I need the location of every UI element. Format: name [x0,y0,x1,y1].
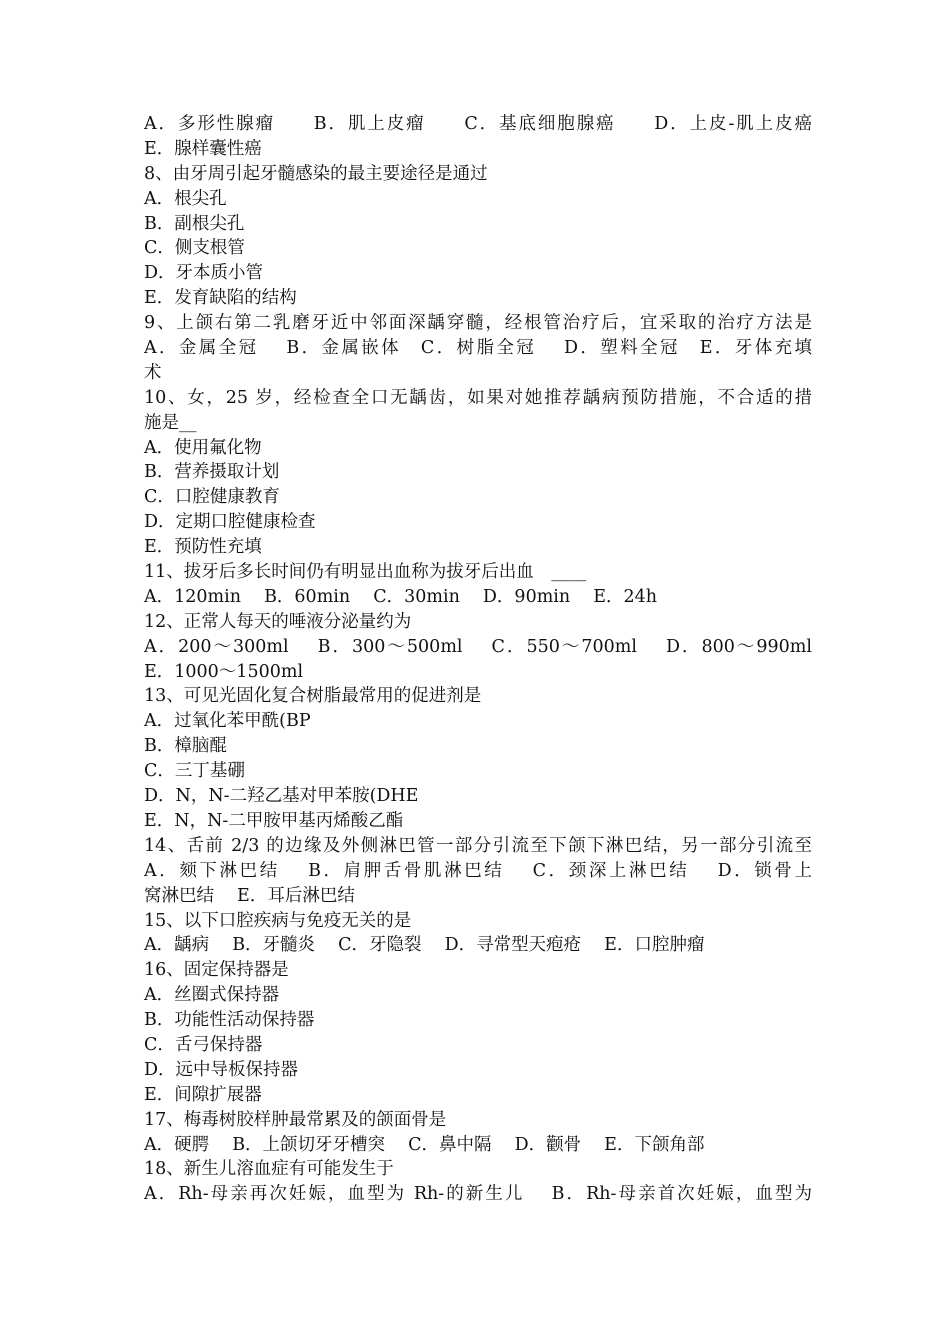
option-line: E．N，N-二甲胺甲基丙烯酸乙酯 [144,810,404,831]
option-line: E．发育缺陷的结构 [144,288,297,309]
document-body [144,112,812,1207]
option-line: D．远中导板保持器 [144,1059,299,1080]
option-line: A．Rh-母亲再次妊娠，血型为 Rh-的新生儿 B．Rh-母亲首次妊娠，血型为 [144,1184,812,1205]
option-line: B．樟脑醌 [144,736,227,757]
option-line: D．N，N-二羟乙基对甲苯胺(DHE [144,786,419,807]
option-line: A．金属全冠 B．金属嵌体 C．树脂全冠 D．塑料全冠 E．牙体充填 [144,338,812,359]
option-line: C．口腔健康教育 [144,487,280,508]
option-line: B．副根尖孔 [144,213,245,234]
option-line: B．功能性活动保持器 [144,1010,315,1031]
text-line: A．多形性腺瘤 B．肌上皮瘤 C．基底细胞腺癌 D．上皮-肌上皮癌 [144,114,812,134]
question-line: 17、梅毒树胶样肿最常累及的颌面骨是 [144,1109,447,1130]
option-line: C．舌弓保持器 [144,1034,263,1055]
option-line: E．1000～1500ml [144,661,304,682]
option-line: A．过氧化苯甲酰(BP [144,711,311,732]
option-line: A．120min B．60min C．30min D．90min E．24h [144,586,658,607]
option-line: 窝淋巴结 E．耳后淋巴结 [144,885,355,906]
option-line: C．侧支根管 [144,238,245,259]
question-line: 施是__ [144,412,197,433]
question-line: 16、固定保持器是 [144,960,289,981]
option-line: B．营养摄取计划 [144,462,280,483]
question-line: 15、以下口腔疾病与免疫无关的是 [144,910,412,931]
text-line: E．腺样囊性癌 [144,138,262,159]
question-line: 10、女，25 岁，经检查全口无龋齿，如果对她推荐龋病预防措施，不合适的措 [144,387,812,408]
question-line: 12、正常人每天的唾液分泌量约为 [144,611,412,632]
option-line: E．间隙扩展器 [144,1084,262,1105]
question-line: 13、可见光固化复合树脂最常用的促进剂是 [144,686,482,707]
option-line: A．200～300ml B．300～500ml C．550～700ml D．800～990ml [144,636,812,657]
question-line: 14、舌前 2/3 的边缘及外侧淋巴管一部分引流至下颌下淋巴结，另一部分引流至 [144,835,812,856]
option-line: A．根尖孔 [144,188,227,209]
question-line: 9、上颌右第二乳磨牙近中邻面深龋穿髓，经根管治疗后，宜采取的治疗方法是 [144,313,812,334]
option-line: 术 [144,362,162,383]
option-line: C．三丁基硼 [144,761,245,782]
option-line: A．丝圈式保持器 [144,985,280,1006]
question-line: 18、新生儿溶血症有可能发生于 [144,1159,394,1180]
option-line: D．定期口腔健康检查 [144,512,316,533]
option-line: D．牙本质小管 [144,263,264,284]
option-line: A．硬腭 B．上颌切牙牙槽突 C．鼻中隔 D．颧骨 E．下颌角部 [144,1134,705,1155]
question-line: 11、拔牙后多长时间仍有明显出血称为拔牙后出血 ____ [144,562,587,583]
option-line: A．颏下淋巴结 B．肩胛舌骨肌淋巴结 C．颈深上淋巴结 D．锁骨上 [144,860,812,881]
question-line: 8、由牙周引起牙髓感染的最主要途径是通过 [144,163,488,184]
option-line: A．龋病 B．牙髓炎 C．牙隐裂 D．寻常型天疱疮 E．口腔肿瘤 [144,935,705,956]
option-line: E．预防性充填 [144,537,262,558]
option-line: A．使用氟化物 [144,437,262,458]
